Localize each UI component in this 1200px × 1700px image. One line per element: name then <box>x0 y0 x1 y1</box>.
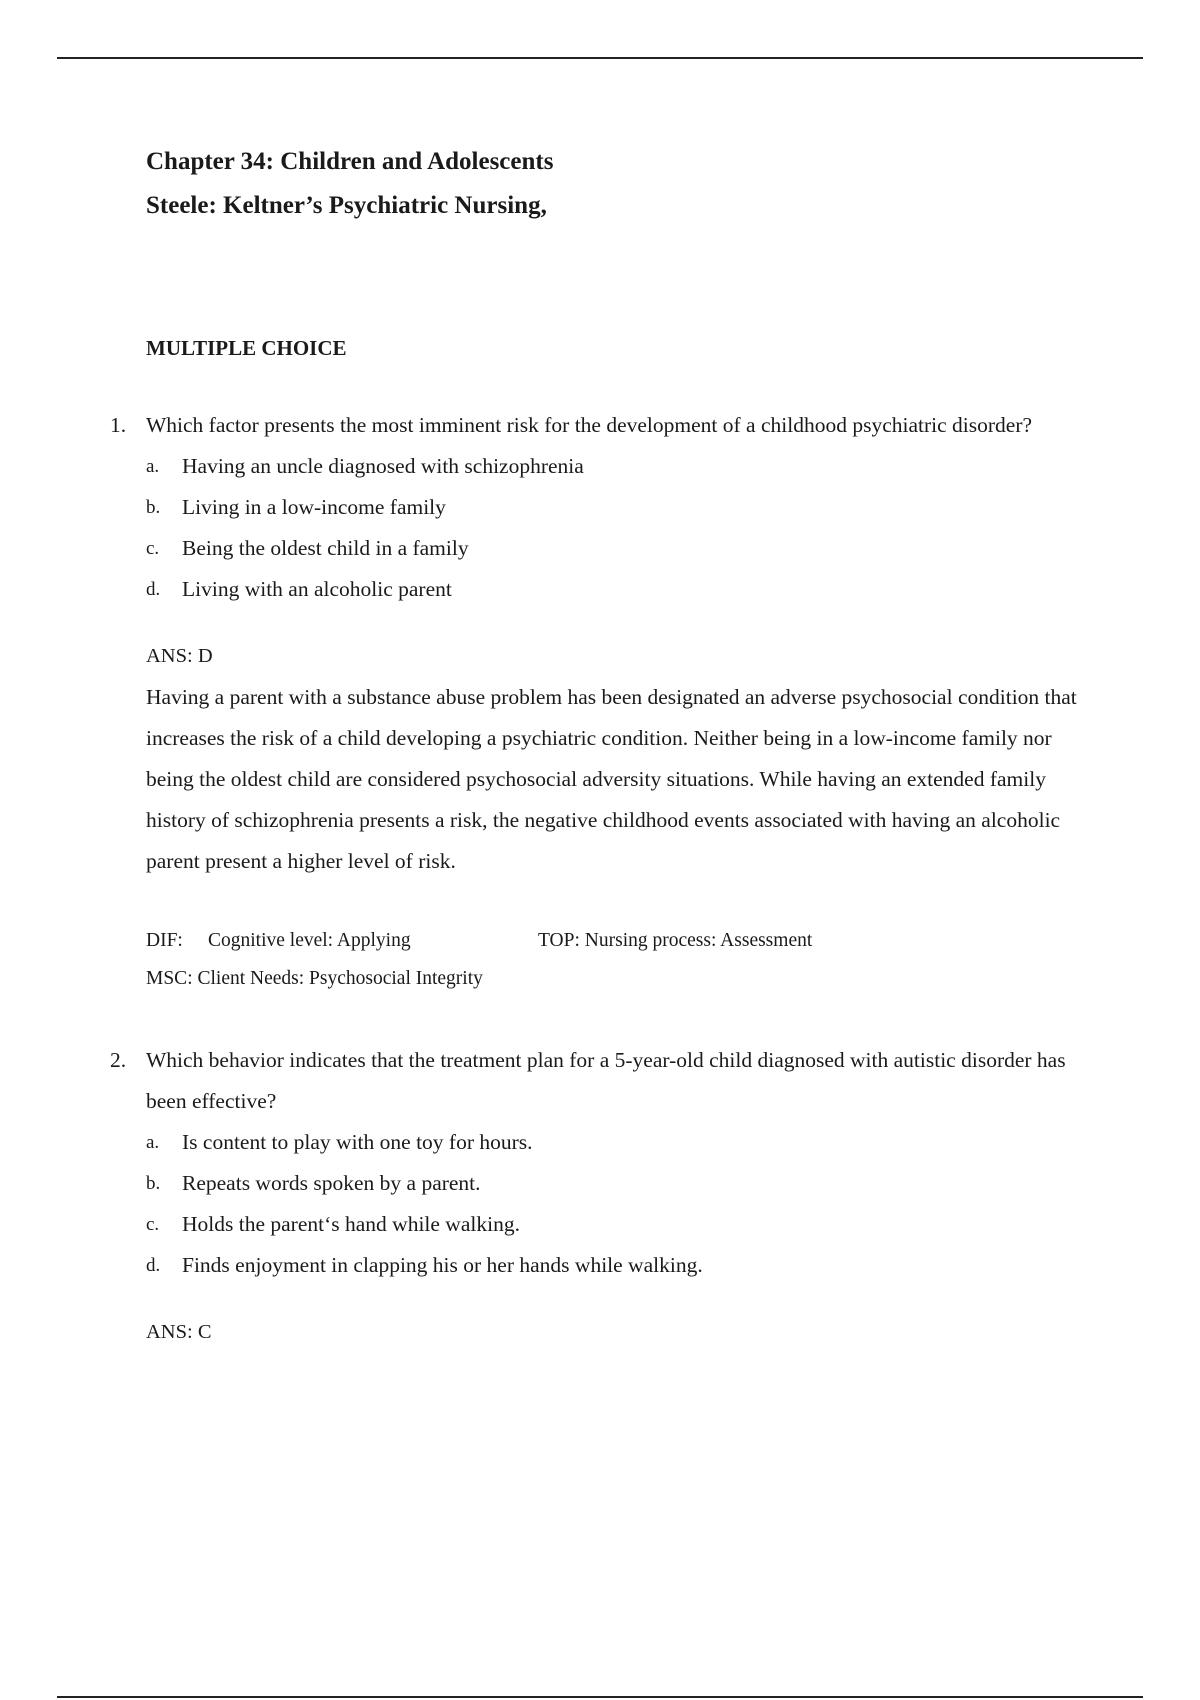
option-letter: c. <box>146 1214 160 1235</box>
option-letter: c. <box>146 538 160 559</box>
question-number: 2. <box>110 1048 127 1072</box>
option-d <box>146 569 1096 610</box>
question-metadata <box>146 922 1096 998</box>
option-text: Being the oldest child in a family <box>182 536 469 560</box>
answer-options <box>146 1122 1096 1286</box>
option-a <box>146 446 1096 487</box>
option-b <box>146 487 1096 528</box>
answer-key: ANS: D <box>146 645 213 667</box>
topic: TOP: Nursing process: Assessment <box>538 930 813 951</box>
question-1 <box>110 405 1096 610</box>
section-heading: MULTIPLE CHOICE <box>146 336 347 360</box>
option-text: Living with an alcoholic parent <box>182 577 452 601</box>
option-letter: d. <box>146 1255 161 1276</box>
option-letter: b. <box>146 497 161 518</box>
question-stem: Which factor presents the most imminent risk for the development of a childhood psychiatric disorder? <box>146 413 1033 437</box>
option-letter: b. <box>146 1173 161 1194</box>
question-number: 1. <box>110 413 127 437</box>
option-letter: a. <box>146 456 160 477</box>
option-a <box>146 1122 1096 1163</box>
question-stem: Which behavior indicates that the treatment plan for a 5-year-old child diagnosed with autistic disorder has been effective? <box>146 1048 1066 1113</box>
option-text: Living in a low-income family <box>182 495 446 519</box>
option-b <box>146 1163 1096 1204</box>
book-title: Steele: Keltner’s Psychiatric Nursing, <box>146 192 547 219</box>
option-c <box>146 1204 1096 1245</box>
option-letter: a. <box>146 1132 160 1153</box>
document-body <box>110 140 1096 1353</box>
rationale: Having a parent with a substance abuse problem has been designated an adverse psychosocial condition that increases the risk of a child developing a psychiatric condition. Neither being in a low-income family nor being the oldest child are considered psychosocial adversity situations. While having an extended family history of schizophrenia presents a risk, the negative childhood events associated with having an alcoholic parent present a higher level of risk. <box>146 685 1077 873</box>
bottom-rule <box>57 1696 1143 1698</box>
chapter-title: Chapter 34: Children and Adolescents <box>146 148 554 175</box>
option-d <box>146 1245 1096 1286</box>
answer-key: ANS: C <box>146 1321 212 1343</box>
option-c <box>146 528 1096 569</box>
msc: MSC: Client Needs: Psychosocial Integrity <box>146 968 483 989</box>
option-text: Having an uncle diagnosed with schizophrenia <box>182 454 584 478</box>
dif-value: Cognitive level: Applying <box>208 930 411 951</box>
answer-options <box>146 446 1096 610</box>
option-text: Finds enjoyment in clapping his or her hands while walking. <box>182 1253 703 1277</box>
option-text: Repeats words spoken by a parent. <box>182 1171 481 1195</box>
top-rule <box>57 57 1143 59</box>
option-text: Holds the parent‘s hand while walking. <box>182 1212 520 1236</box>
question-2 <box>110 1040 1096 1286</box>
dif-label: DIF: <box>146 930 183 951</box>
option-text: Is content to play with one toy for hours. <box>182 1130 533 1154</box>
option-letter: d. <box>146 579 161 600</box>
